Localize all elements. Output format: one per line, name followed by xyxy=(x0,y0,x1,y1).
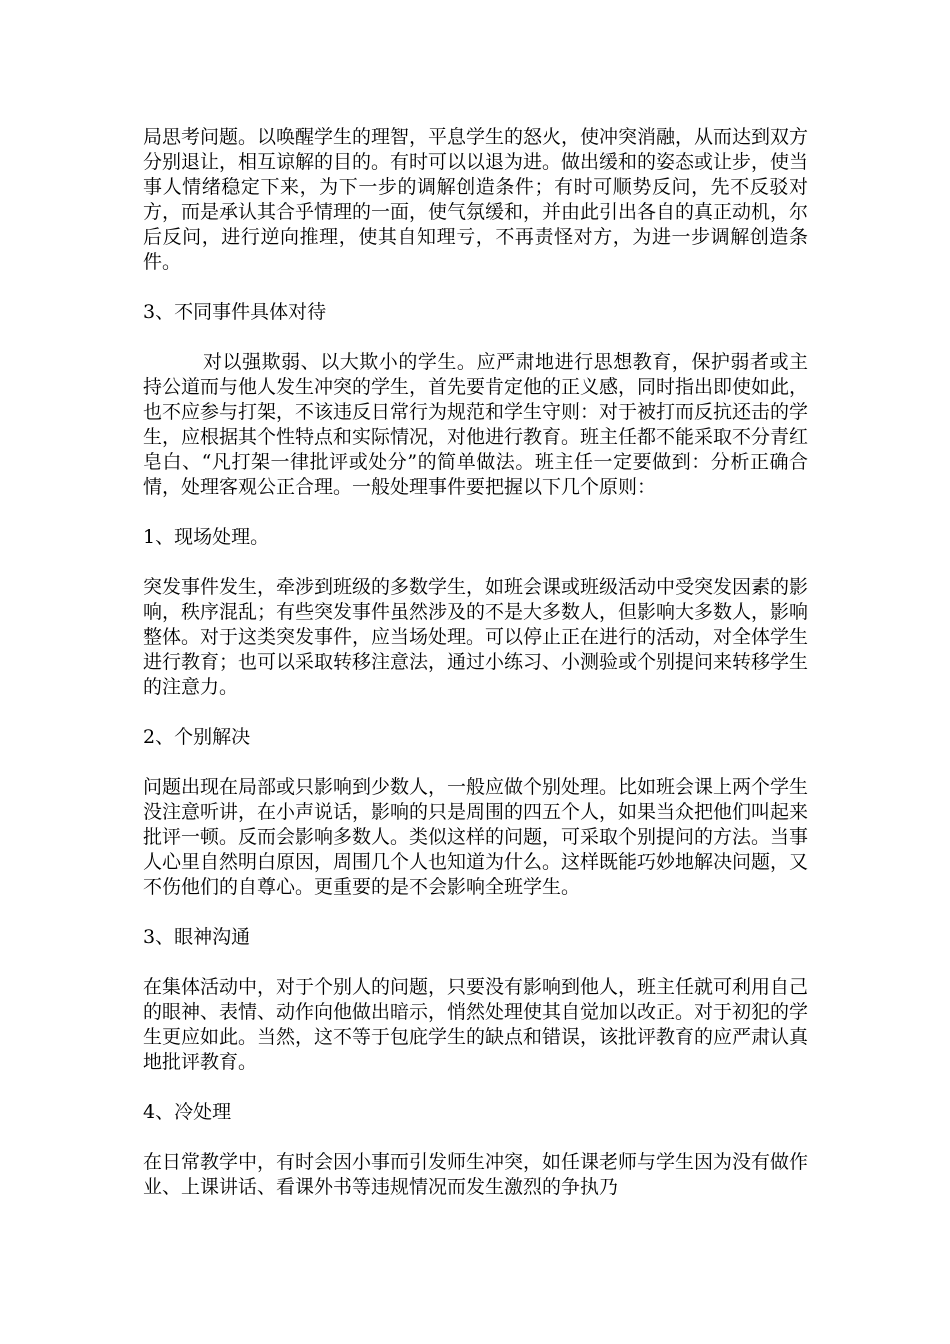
section-heading-individual-resolution: 2、个别解决 xyxy=(143,726,251,748)
paragraph-eye-contact: 在集体活动中，对于个别人的问题，只要没有影响到他人，班主任就可利用自己的眼神、表情、动作向他做出暗示，悄然处理使其自觉加以改正。对于初犯的学生更应如此。当然，这不等于包庇学生的缺点和错误，该批评教育的应严肃认真地批评教育。 xyxy=(143,976,809,1073)
paragraph-onsite-handling: 突发事件发生，牵涉到班级的多数学生，如班会课或班级活动中受突发因素的影响，秩序混乱；有些突发事件虽然涉及的不是大多数人，但影响大多数人，影响整体。对于这类突发事件，应当场处理。可以停止正在进行的活动，对全体学生进行教育；也可以采取转移注意法，通过小练习、小测验或个别提问来转移学生的注意力。 xyxy=(143,576,809,698)
section-heading-eye-contact: 3、眼神沟通 xyxy=(143,926,251,948)
paragraph-cold-handling: 在日常教学中，有时会因小事而引发师生冲突，如任课老师与学生因为没有做作业、上课讲话、看课外书等违规情况而发生激烈的争执乃 xyxy=(143,1151,809,1198)
section-heading-different-events: 3、不同事件具体对待 xyxy=(143,301,327,323)
paragraph-handling-bullying: 对以强欺弱、以大欺小的学生。应严肃地进行思想教育，保护弱者或主持公道而与他人发生冲突的学生，首先要肯定他的正义感，同时指出即使如此，也不应参与打架，不该违反日常行为规范和学生守则：对于被打而反抗还击的学生，应根据其个性特点和实际情况，对他进行教育。班主任都不能采取不分青红皂白、“凡打架一律批评或处分”的简单做法。班主任一定要做到：分析正确合情，处理客观公正合理。一般处理事件要把握以下几个原则： xyxy=(143,351,809,498)
paragraph-individual-resolution: 问题出现在局部或只影响到少数人，一般应做个别处理。比如班会课上两个学生没注意听讲，在小声说话，影响的只是周围的四五个人，如果当众把他们叫起来批评一顿。反而会影响多数人。类似这样的问题，可采取个别提问的方法。当事人心里自然明白原因，周围几个人也知道为什么。这样既能巧妙地解决问题，又不伤他们的自尊心。更重要的是不会影响全班学生。 xyxy=(143,776,809,898)
section-heading-onsite-handling: 1、现场处理。 xyxy=(143,526,270,548)
section-heading-cold-handling: 4、冷处理 xyxy=(143,1101,232,1123)
document-body xyxy=(143,125,808,1200)
paragraph-conflict-mediation: 局思考问题。以唤醒学生的理智，平息学生的怒火，使冲突消融，从而达到双方分别退让，相互谅解的目的。有时可以以退为进。做出缓和的姿态或让步，使当事人情绪稳定下来，为下一步的调解创造条件；有时可顺势反问，先不反驳对方，而是承认其合乎情理的一面，使气氛缓和，并由此引出各自的真正动机，尔后反问，进行逆向推理，使其自知理亏，不再责怪对方，为进一步调解创造条件。 xyxy=(143,126,809,273)
